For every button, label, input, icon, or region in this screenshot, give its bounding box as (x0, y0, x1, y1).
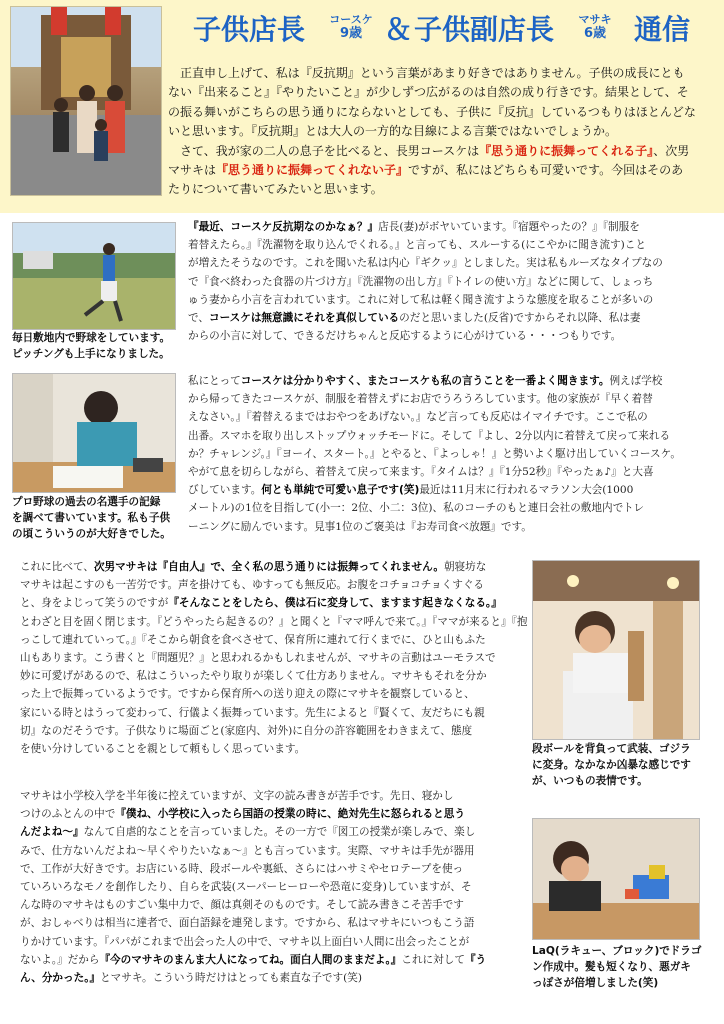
text-segment: 正直申し上げて、私は『反抗期』という言葉があまり好きではありません。子供の成長にとも (168, 66, 685, 80)
text-segment: で『食べ終わった食器の片づけ方』『洗濯物の出し方』『トイレの使い方』などに関して、しょっち (188, 275, 654, 288)
caption-godzilla (532, 741, 691, 789)
text-line (20, 787, 525, 805)
intro-line (168, 64, 718, 83)
text-segment: 切』なのだそうです。子供なりに場面ごと(家庭内、対外)に自分の許容範囲をわきまえて、態度 (20, 724, 473, 737)
text-segment: これに比べて、 (20, 561, 94, 573)
emphasis-text: 次男マサキは『自由人』で、全く私の思う通りには振舞ってくれません。 (93, 561, 444, 573)
intro-line (168, 83, 718, 102)
text-line (188, 291, 714, 309)
section-masaki-school (20, 787, 525, 987)
text-line (20, 878, 525, 896)
emphasis-text: コースケは分かりやすく、またコースケも私の言うことを一番よく聞きます。 (240, 375, 610, 387)
emphasis-text: んだよね～』 (20, 826, 84, 839)
text-segment: 山もあります。こう書くと『問題児？』と思われるかもしれませんが、マサキの言動はユーモラスで (20, 651, 496, 664)
text-segment: 私にとって (188, 375, 241, 387)
intro-line (168, 103, 718, 122)
text-line (20, 860, 525, 878)
text-line (20, 649, 525, 667)
ruby-kousuke (321, 14, 381, 40)
intro-line (168, 180, 718, 199)
emphasis-text: 『う (464, 953, 487, 966)
text-line (20, 704, 525, 722)
photo-writing (12, 373, 176, 493)
caption-line: 段ボールを背負って武装、ゴジラ (532, 743, 691, 755)
text-segment: やがて息を切らしながら、着替えて戻って来ます。『タイムは？』『1分52秒』『やったぁ♪』と大喜 (188, 465, 654, 478)
text-line (188, 408, 714, 426)
text-line (188, 445, 714, 463)
photo-pitching (12, 222, 176, 330)
intro-text (168, 64, 718, 200)
text-segment: マサキは起こすのも一苦労です。声を掛けても、ゆすっても無反応。お腹をコチョコチョくすぐる (20, 579, 485, 592)
text-segment: っこして連れていって。』『そこから朝食を食べさせて、保育所に連れて行くまでに、ひと山もふた (20, 633, 486, 646)
text-segment: からの小言に対して、できるだけちゃんと反応するように心がけている・・・つもりです。 (188, 330, 622, 343)
text-segment: つけのふとんの中で (20, 808, 116, 821)
text-segment: ていろいろなモノを創作したり、自らを武装(スーパーヒーローや恐竜に変身)していますが、そ (20, 880, 472, 893)
text-line (188, 309, 714, 327)
title-store-manager: 子供店長 (193, 13, 306, 46)
caption-line: の頃こういうのが大好きでした。 (12, 528, 171, 540)
text-line (20, 842, 525, 860)
text-segment: ないよ。』だから (20, 953, 100, 966)
text-line (188, 463, 714, 481)
caption-line: LaQ(ラキュー、ブロック)でドラゴ (532, 945, 702, 957)
text-line (20, 805, 525, 823)
text-line (188, 254, 714, 272)
text-segment: の振る舞いがこちらの思う通りにならないとしても、子供に『反抗』しているつもりはほとんどな (168, 104, 696, 119)
text-segment: のだと思いました(反省)ですからそれ以降、私は妻 (399, 311, 641, 324)
title-ampersand: ＆ (384, 13, 413, 46)
ruby-masaki-name: マサキ (578, 13, 612, 26)
text-segment: を使い分けしていることを親として頼もしく思っています。 (20, 742, 306, 755)
text-segment: 家にいる時とはうって変わって、行儀よく振舞っています。先生によると『賢くて、友だちにも親 (20, 706, 485, 719)
text-segment: ですが、私にはどちらも可愛いです。今回はそのあ (408, 163, 684, 178)
text-segment: ゅう妻から小言を言われています。これに対して私は軽く聞き流すような態度を取ることが多いの (188, 293, 654, 306)
emphasis-text: 『そんなことをしたら、僕は石に変身して、ますます起きなくなる。』 (168, 597, 502, 610)
text-segment: たりについて書いてみたいと思います。 (168, 182, 383, 197)
caption-line: ピッチングも上手になりました。 (12, 348, 170, 360)
ruby-kousuke-name: コースケ (329, 13, 373, 26)
caption-line: を調べて書いています。私も子供 (12, 512, 171, 524)
text-segment: びしています。 (188, 484, 262, 497)
text-segment: が、おしゃべりは相当に達者で、面白語録を連発します。ですから、私はマサキにいつもこう語 (20, 917, 475, 930)
text-line (188, 481, 714, 499)
caption-line: っぽさが倍増しました(笑) (532, 977, 659, 989)
text-segment: った上で振舞っているようです。ですから保育所への送り迎えの際にマサキを観察していると、 (20, 688, 475, 701)
section-kousuke-rebellion (188, 218, 714, 345)
emphasis-text: 何とも単純で可愛い息子です(笑) (261, 484, 420, 497)
text-line (20, 558, 525, 576)
text-segment: 妙に可愛げがあるので、私はこういったやり取りが楽しくて仕方ありません。マサキもそれを分か (20, 670, 487, 683)
text-segment: で、 (188, 311, 209, 324)
highlight-text: 『思う通りに振舞ってくれない子』 (216, 163, 409, 178)
text-segment: 例えば学校 (609, 375, 663, 387)
text-segment: ーニングに励んでいます。見事1位のご褒美は『お寿司食べ放題』です。 (188, 520, 532, 533)
text-segment: さて、我が家の二人の息子を比べると、長男コースケは (168, 143, 480, 158)
text-segment: と、身をよじって笑うのですが (20, 597, 169, 610)
emphasis-text: コースケは無意識にそれを真似している (208, 311, 400, 324)
text-segment: 店長(妻)がボヤいています。『宿題やったの？』『制服を (378, 221, 640, 233)
caption-line: 毎日敷地内で野球をしています。 (12, 332, 171, 344)
ruby-masaki (570, 14, 620, 40)
text-segment: マサキは (168, 163, 217, 178)
text-line (188, 427, 714, 445)
text-line (188, 499, 714, 517)
text-line (188, 327, 714, 345)
text-line (20, 933, 525, 951)
text-line (20, 951, 525, 969)
text-line (188, 273, 714, 291)
text-segment: 最近は11月末に行われるマラソン大会(1000 (419, 484, 634, 497)
text-line (20, 613, 528, 631)
caption-line: が、いつもの表情です。 (532, 775, 648, 787)
text-line (20, 969, 525, 987)
caption-line: に変身。なかなか凶暴な感じです (532, 759, 691, 771)
photo-godzilla (532, 560, 700, 740)
text-line (20, 631, 525, 649)
ruby-kousuke-age: 9歳 (339, 26, 363, 41)
text-segment: なんて自虐的なことを言っていました。その一方で『図工の授業が楽しみで、楽し (83, 826, 476, 839)
text-segment: 着替えたら。』『洗濯物を取り込んでくれる。』と言っても、スルーする(にこやかに聞き流す)こと (188, 239, 646, 252)
ruby-masaki-age: 6歳 (583, 26, 607, 41)
text-segment: が増えたそうなのです。これを聞いた私は内心『ギクッ』としました。実は私もルーズなタイプなの (188, 257, 663, 270)
emphasis-text: 『今のマサキのまんま大人になってね。面白人間のままだよ。』 (99, 953, 402, 966)
text-segment: ない『出来ること』『やりたいこと』が少しずつ広がるのは自然の成り行きです。結果として、そ (168, 85, 689, 100)
text-segment: 、次男 (653, 143, 690, 158)
highlight-text: 『思う通りに振舞ってくれる子』 (479, 143, 654, 158)
text-line (20, 896, 525, 914)
text-line (188, 236, 714, 254)
text-segment: んな時のマサキはものすごい集中力で、顔は真剣そのものです。そして読み書きこそ苦手です (20, 899, 464, 912)
title-newsletter: 通信 (634, 13, 691, 46)
text-segment: これに対して (401, 953, 465, 966)
text-segment: とわざと目を固く閉じます。『どうやったら起きるの？』と聞くと『ママ呼んで来て。』『ママが来ると』『抱 (20, 615, 528, 628)
caption-laq (532, 943, 701, 991)
intro-line (168, 122, 718, 141)
text-line (20, 823, 525, 841)
text-segment: マサキは小学校入学を半年後に控えていますが、文字の読み書きが苦手です。先日、寝かし (20, 790, 454, 802)
text-line (188, 218, 714, 236)
caption-line: プロ野球の過去の名選手の記録 (12, 496, 161, 508)
text-segment: とマサキ。こういう時だけはとっても素直な子です(笑) (100, 971, 362, 984)
text-segment: 出番。スマホを取り出しストップウォッチモードに。そして『よし、2分以内に着替えて戻って来れる (188, 429, 671, 442)
caption-line: ン作成中。髪も短くなり、悪ガキ (532, 961, 691, 973)
text-line (20, 594, 525, 612)
text-segment: えなさい。』『着替えるまではおやつをあげない。』など言っても反応はイマイチです。ここで私の (188, 411, 648, 424)
photo-laq (532, 818, 700, 940)
text-line (20, 685, 525, 703)
intro-line (168, 161, 718, 180)
section-kousuke-easy (188, 372, 714, 536)
emphasis-text: 『僕ね、小学校に入ったら国語の授業の時に、絶対先生に怒られると思う (115, 808, 465, 821)
text-line (20, 722, 525, 740)
text-segment: か？チャレンジ。』『ヨーイ、スタート。』とやると、『よっしゃ！』と勢いよく駆け出していくコースケ。 (188, 447, 682, 460)
section-masaki-free (20, 558, 528, 758)
text-segment: で、工作が大好きです。お店にいる時、段ボールや裏紙、さらにはハサミやセロテープを使っ (20, 862, 464, 875)
text-segment: メートル)の1位を目指して(小一：2位、小二：3位)、私のコーチのもと連日会社の敷地内でトレ (188, 502, 645, 515)
caption-pitching (12, 330, 170, 362)
intro-line (168, 142, 718, 161)
text-segment: みで、仕方ないんだよね～早くやりたいなぁ～』とも言っています。実際、マサキは手先が器用 (20, 844, 475, 857)
emphasis-text: ん、分かった。』 (20, 971, 101, 984)
text-line (188, 390, 714, 408)
emphasis-text: 『最近、コースケ反抗期なのかなぁ？』 (188, 221, 379, 233)
title-vice-manager: 子供副店長 (414, 13, 555, 46)
text-line (20, 576, 525, 594)
text-segment: りかけています。『パパがこれまで出会った人の中で、マサキ以上面白い人間に出会ったことが (20, 935, 470, 948)
text-line (20, 740, 525, 758)
text-line (20, 667, 525, 685)
text-segment: いと思います。『反抗期』とは大人の一方的な目線による言葉ではないでしょうか。 (168, 124, 618, 139)
text-segment: から帰ってきたコースケが、制服を着替えずにお店でうろうろしています。他の家族が『早く着替 (188, 393, 653, 406)
caption-writing (12, 494, 171, 542)
text-segment: 朝寝坊な (443, 561, 487, 573)
text-line (188, 518, 714, 536)
text-line (188, 372, 714, 390)
header-photo (10, 6, 162, 196)
text-line (20, 914, 525, 932)
